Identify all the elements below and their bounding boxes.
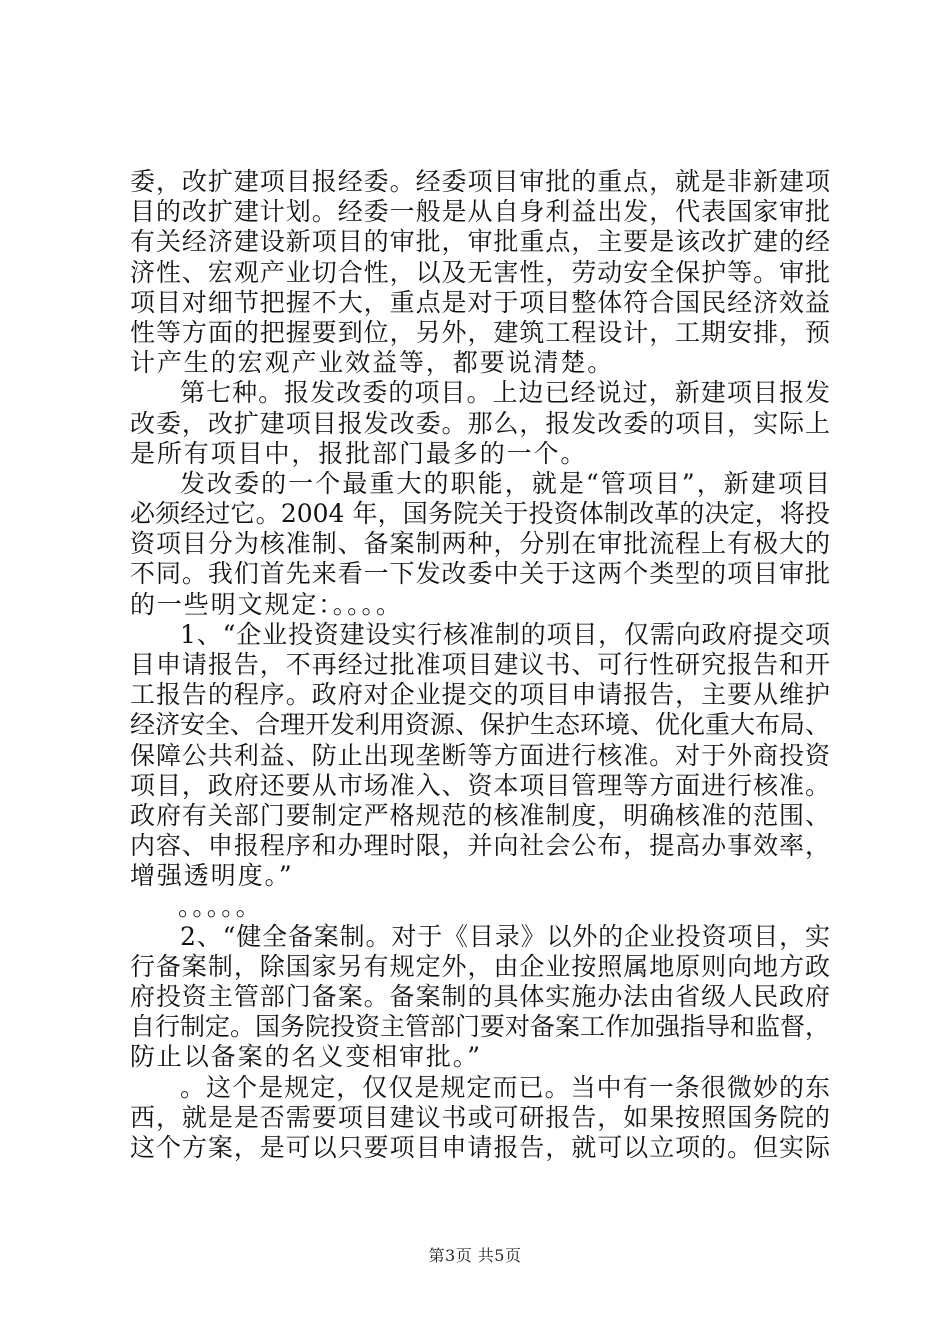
text-line: 西，就是是否需要项目建议书或可研报告，如果按照国务院的 xyxy=(130,1102,830,1132)
text-line: 经济安全、合理开发利用资源、保护生态环境、优化重大布局、 xyxy=(130,710,831,740)
text-line: 必须经过它。2004 年，国务院关于投资体制改革的决定，将投 xyxy=(130,499,830,529)
text-line: 第七种。报发改委的项目。上边已经说过，新建项目报发 xyxy=(180,378,830,408)
text-line: 目申请报告，不再经过批准项目建议书、可行性研究报告和开 xyxy=(130,650,830,679)
text-line: 1、“企业投资建设实行核准制的项目，仅需向政府提交项 xyxy=(180,619,830,649)
text-line: 政府有关部门要制定严格规范的核准制度，明确核准的范围、 xyxy=(130,800,830,830)
text-line: 资项目分为核准制、备案制两种，分别在审批流程上有极大的 xyxy=(130,529,830,559)
text-line: 这个方案，是可以只要项目申请报告，就可以立项的。但实际 xyxy=(130,1133,830,1162)
text-line: 增强透明度。” xyxy=(130,861,294,891)
text-line: 府投资主管部门备案。备案制的具体实施办法由省级人民政府 xyxy=(130,982,830,1012)
text-line: 济性、宏观产业切合性，以及无害性，劳动安全保护等。审批 xyxy=(130,257,830,287)
text-line: 行备案制，除国家另有规定外，由企业按照属地原则向地方政 xyxy=(130,951,830,981)
text-line: 内容、申报程序和办理时限，并向社会公布，提高办事效率， xyxy=(130,831,830,861)
text-line: 工报告的程序。政府对企业提交的项目申请报告，主要从维护 xyxy=(130,680,830,710)
page-footer: 第3页 共5页 xyxy=(428,1246,522,1265)
text-line: 的一些明文规定：。。。。 xyxy=(130,589,403,619)
text-line: 发改委的一个最重大的职能，就是“管项目”，新建项目 xyxy=(180,468,830,498)
text-line: 防止以备案的名义变相审批。” xyxy=(130,1042,482,1072)
text-line: 项目对细节把握不大，重点是对于项目整体符合国民经济效益 xyxy=(130,287,830,317)
body-text xyxy=(130,167,830,1163)
text-line: 有关经济建设新项目的审批，审批重点，主要是该改扩建的经 xyxy=(130,227,830,257)
text-line: 2、“健全备案制。对于《目录》以外的企业投资项目，实 xyxy=(180,921,830,951)
text-line: 改委，改扩建项目报发改委。那么，报发改委的项目，实际上 xyxy=(130,408,830,438)
text-line: 。这个是规定，仅仅是规定而已。当中有一条很微妙的东 xyxy=(180,1072,830,1102)
text-line: 目的改扩建计划。经委一般是从自身利益出发，代表国家审批 xyxy=(130,197,830,227)
text-line: 委，改扩建项目报经委。经委项目审批的重点，就是非新建项 xyxy=(130,167,830,196)
text-line: 保障公共利益、防止出现垄断等方面进行核准。对于外商投资 xyxy=(130,740,830,770)
text-line: 不同。我们首先来看一下发改委中关于这两个类型的项目审批 xyxy=(130,559,830,589)
text-line: 自行制定。国务院投资主管部门要对备案工作加强指导和监督， xyxy=(130,1012,831,1042)
text-line: 性等方面的把握要到位，另外，建筑工程设计，工期安排，预 xyxy=(130,317,830,347)
text-line: 项目，政府还要从市场准入、资本项目管理等方面进行核准。 xyxy=(130,770,830,800)
text-line: 。。。。。 xyxy=(178,891,263,921)
text-line: 是所有项目中，报批部门最多的一个。 xyxy=(130,438,588,468)
text-line: 计产生的宏观产业效益等，都要说清楚。 xyxy=(130,348,615,378)
